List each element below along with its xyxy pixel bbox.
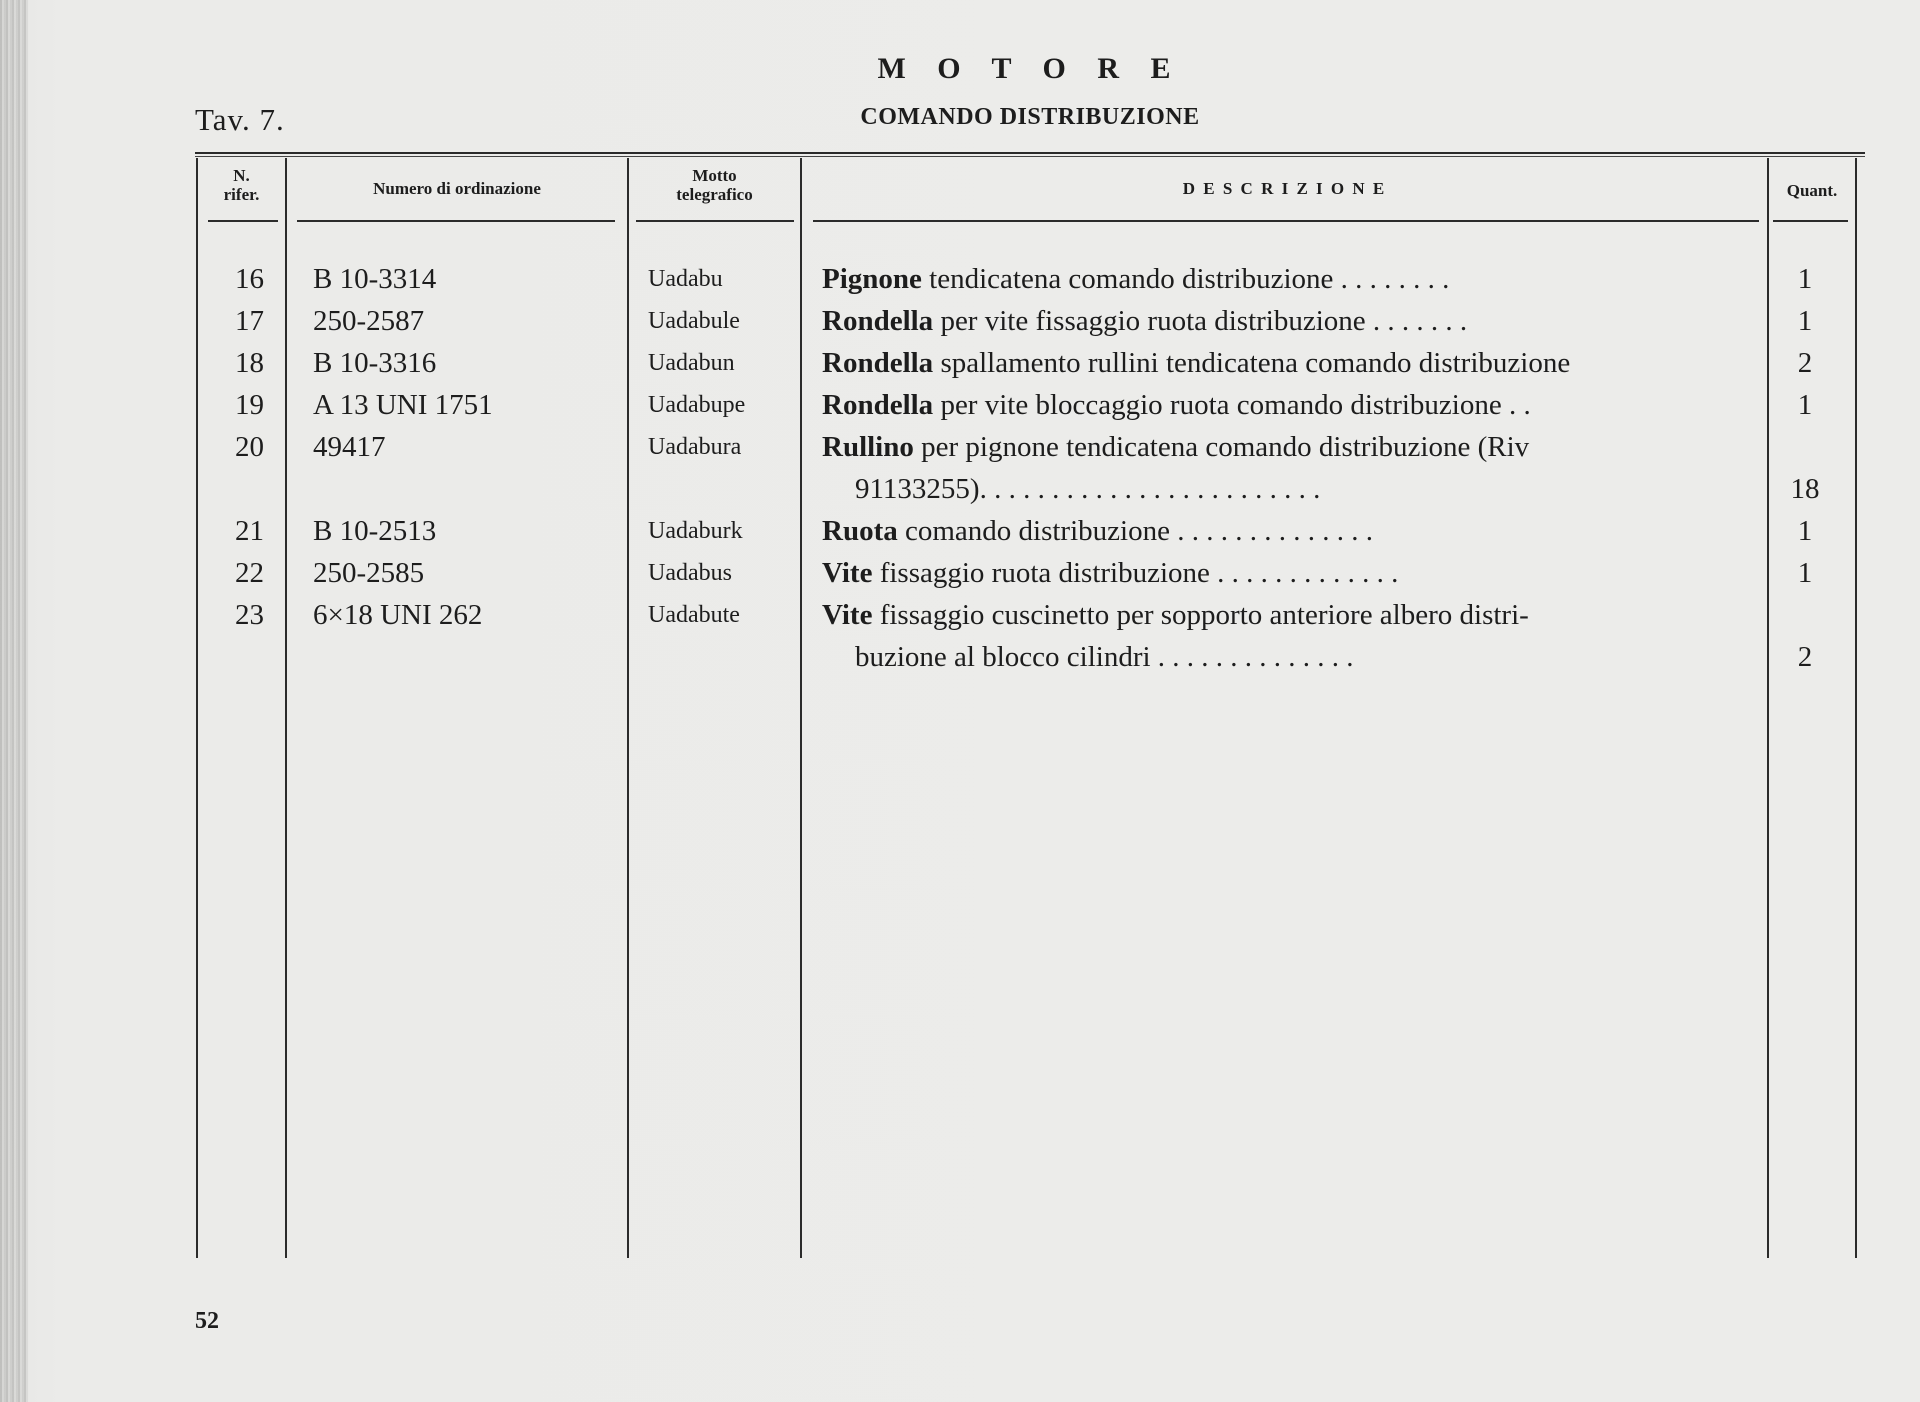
desc-leader-dots: . . . . . . . . . . . . .	[1209, 557, 1399, 589]
row-num: 22	[235, 557, 264, 589]
column-divider	[627, 158, 629, 1258]
desc-bold: Ruota	[822, 515, 898, 547]
header-num	[198, 166, 285, 204]
header-underline	[1773, 220, 1848, 222]
row-description	[822, 342, 1747, 384]
table-number: Tav. 7.	[195, 102, 285, 137]
row-quantity: 1	[1797, 557, 1813, 589]
desc-text: per vite bloccaggio ruota comando distribuzione	[933, 389, 1502, 421]
desc-bold: Rullino	[822, 431, 914, 463]
desc-bold: Rondella	[822, 305, 934, 337]
desc-bold: Vite	[822, 599, 873, 631]
desc-text: comando distribuzione	[897, 515, 1170, 547]
desc-leader-dots: . .	[1501, 389, 1531, 421]
row-description	[822, 300, 1747, 342]
row-description	[822, 510, 1747, 552]
row-quantity: 1	[1797, 305, 1813, 337]
row-quantity: 1	[1797, 389, 1813, 421]
header-motto-line2: telegrafico	[676, 185, 753, 204]
desc-bold: Rondella	[822, 389, 934, 421]
desc-bold: Rondella	[822, 347, 934, 379]
header-underline	[208, 220, 278, 222]
row-quantity: 2	[1797, 641, 1813, 673]
row-order-number: 49417	[313, 431, 386, 463]
row-motto: Uadabute	[648, 602, 740, 628]
header-num-line1: N.	[233, 166, 250, 185]
desc-text: fissaggio cuscinetto per sopporto anteriore albero distri-	[872, 599, 1529, 631]
page-title: M O T O R E	[877, 52, 1183, 85]
header-motto	[629, 166, 800, 204]
desc-bold: Pignone	[822, 263, 922, 295]
row-order-number: 250-2585	[313, 557, 425, 589]
header-ord: Numero di ordinazione	[373, 179, 541, 198]
header-num-line2: rifer.	[223, 185, 260, 204]
desc-leader-dots: . . . . . . . .	[1333, 263, 1450, 295]
row-motto: Uadabu	[648, 266, 723, 292]
row-num: 19	[235, 389, 264, 421]
page-number: 52	[195, 1308, 219, 1334]
desc-text: tendicatena comando distribuzione	[921, 263, 1334, 295]
column-divider	[285, 158, 287, 1258]
row-description-continuation	[855, 468, 1747, 510]
row-quantity: 18	[1790, 473, 1820, 505]
desc-bold: Vite	[822, 557, 873, 589]
row-num: 18	[235, 347, 264, 379]
row-order-number: B 10-2513	[313, 515, 437, 547]
row-motto: Uadaburk	[648, 518, 743, 544]
page-subtitle: COMANDO DISTRIBUZIONE	[860, 104, 1200, 130]
row-order-number: A 13 UNI 1751	[313, 389, 493, 421]
desc-leader-dots: . . . . . . . . . . . . . .	[1169, 515, 1373, 547]
header-underline	[636, 220, 794, 222]
row-motto: Uadabus	[648, 560, 732, 586]
desc-text: per pignone tendicatena comando distribuzione (Riv	[913, 431, 1530, 463]
desc-text: fissaggio ruota distribuzione	[872, 557, 1210, 589]
row-motto: Uadabule	[648, 308, 740, 334]
row-num: 16	[235, 263, 264, 295]
row-motto: Uadabura	[648, 434, 742, 460]
row-order-number: B 10-3314	[313, 263, 437, 295]
header-motto-line1: Motto	[692, 166, 737, 185]
row-quantity: 1	[1797, 515, 1813, 547]
row-description	[822, 384, 1747, 426]
row-description	[822, 258, 1747, 300]
desc-leader-dots: . . . . . . .	[1365, 305, 1468, 337]
row-motto: Uadabupe	[648, 392, 746, 418]
header-underline	[297, 220, 615, 222]
header-qty: Quant.	[1786, 181, 1838, 200]
desc-cont-text: buzione al blocco cilindri	[855, 641, 1151, 673]
column-divider	[800, 158, 802, 1258]
row-motto: Uadabun	[648, 350, 735, 376]
row-description	[822, 426, 1747, 468]
row-description-continuation	[855, 636, 1747, 678]
row-quantity: 2	[1797, 347, 1813, 379]
column-divider	[1767, 158, 1769, 1258]
row-description	[822, 594, 1747, 636]
top-rule	[195, 152, 1865, 154]
row-num: 23	[235, 599, 264, 631]
desc-text: per vite fissaggio ruota distribuzione	[933, 305, 1366, 337]
top-rule-thin	[195, 156, 1865, 157]
row-description	[822, 552, 1747, 594]
row-num: 20	[235, 431, 264, 463]
desc-leader-dots: . . . . . . . . . . . . . . . . . . . . . . . .	[979, 473, 1321, 505]
row-quantity: 1	[1797, 263, 1813, 295]
book-binding-edge	[0, 0, 28, 1402]
row-order-number: 6×18 UNI 262	[313, 599, 483, 631]
row-num: 17	[235, 305, 264, 337]
desc-leader-dots: . . . . . . . . . . . . . .	[1150, 641, 1354, 673]
header-underline	[813, 220, 1759, 222]
row-order-number: B 10-3316	[313, 347, 437, 379]
row-order-number: 250-2587	[313, 305, 425, 337]
row-num: 21	[235, 515, 264, 547]
desc-text: spallamento rullini tendicatena comando distribuzione	[933, 347, 1571, 379]
column-divider	[1855, 158, 1857, 1258]
desc-cont-text: 91133255)	[855, 473, 980, 505]
header-desc: D E S C R I Z I O N E	[1182, 179, 1387, 198]
